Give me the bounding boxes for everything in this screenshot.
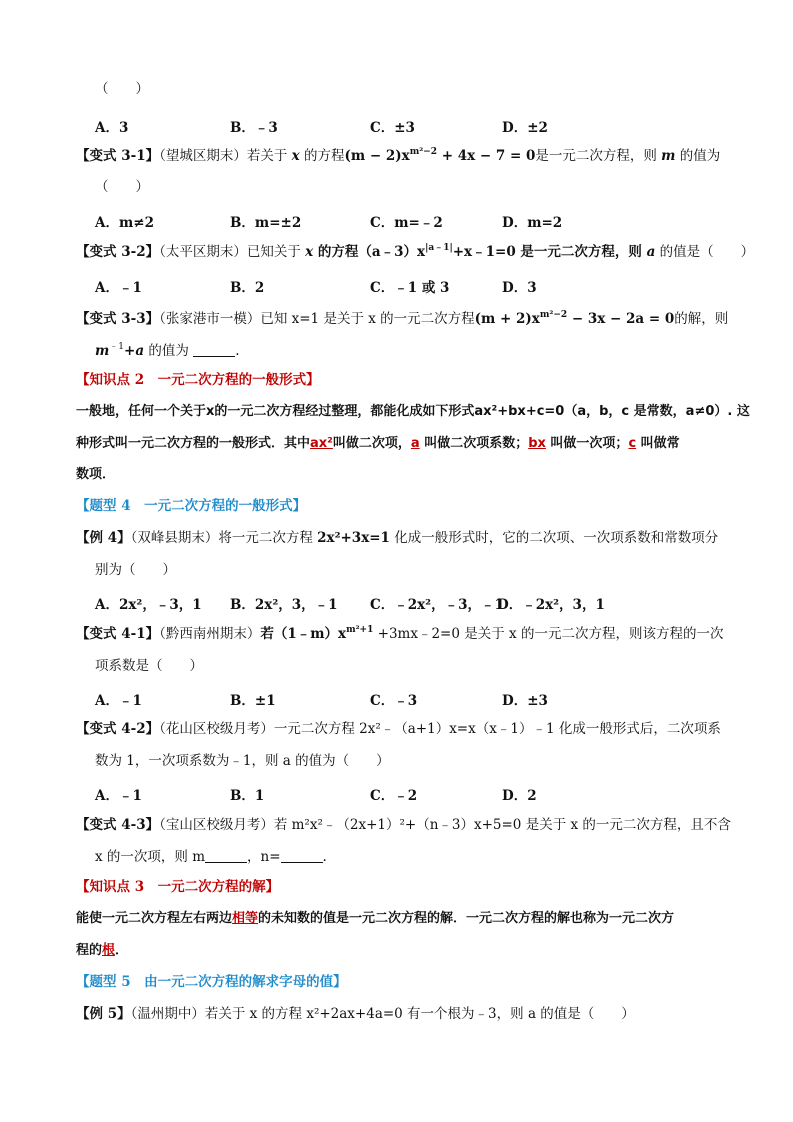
text: 叫做常 xyxy=(636,436,680,451)
variant-4-2-question xyxy=(76,720,733,738)
option-b: B．﹣3 xyxy=(230,120,278,136)
knowledge-point-3-title: 【知识点 3 一元二次方程的解】 xyxy=(76,879,280,895)
option-c: C．﹣1 或 3 xyxy=(370,280,450,296)
equation: 2x²+3x=1 xyxy=(317,530,390,546)
question-paren: （ ） xyxy=(95,81,149,97)
text: 种形式叫一元二次方程的一般形式．其中 xyxy=(76,436,311,451)
exponent: m²+1 xyxy=(346,625,374,635)
answer-blank-m[interactable] xyxy=(205,850,247,863)
variant-3-3-line2 xyxy=(95,342,733,360)
example-5-question xyxy=(76,1005,733,1023)
source: （太平区期末） xyxy=(159,244,247,260)
text: . xyxy=(235,343,240,359)
option-c: C．±3 xyxy=(370,120,415,136)
equation xyxy=(345,148,536,164)
text: 的方程 xyxy=(299,148,345,164)
text: 若 m²x²﹣（2x+1）²+（n﹣3）x+5=0 是关于 x 的一元二次方程，且不含 xyxy=(273,817,731,833)
knowledge-point-2-para-3: 数项． xyxy=(76,467,116,482)
text: 的解，则 xyxy=(674,311,729,327)
option-b: B．±1 xyxy=(230,693,276,709)
text: 将一元二次方程 xyxy=(218,530,318,546)
variant-3-1-question xyxy=(76,147,733,165)
knowledge-point-3-para-1 xyxy=(76,910,733,928)
variant-tag: 【变式 4-2】 xyxy=(76,721,160,737)
highlight-term: 相等 xyxy=(232,911,259,926)
option-b: B．2 xyxy=(230,280,265,296)
option-d: D．m=2 xyxy=(502,215,563,231)
source: （花山区校级月考） xyxy=(159,721,274,737)
knowledge-point-2-title: 【知识点 2 一元二次方程的一般形式】 xyxy=(76,372,320,388)
text: . xyxy=(322,849,327,865)
eq-rest: + 4x − 7 = 0 xyxy=(437,148,536,164)
option-d: D．±3 xyxy=(502,693,548,709)
text: x 的一次项，则 m xyxy=(95,849,205,865)
text: 若关于 xyxy=(246,148,292,164)
text: 已知 x=1 是关于 x 的一元二次方程 xyxy=(260,311,475,327)
text: 若关于 x 的方程 x²+2ax+4a=0 有一个根为﹣3，则 a 的值是（ ） xyxy=(204,1006,635,1022)
text: 的值为 xyxy=(144,343,194,359)
example-tag: 【例 5】 xyxy=(76,1006,131,1022)
option-c: C．﹣2x²，﹣3，﹣1 xyxy=(370,597,504,613)
var: a xyxy=(646,244,656,260)
eq-base: (m − 2)x xyxy=(344,148,410,164)
text: 若（1﹣m）x xyxy=(260,626,347,642)
eq-exponent: m²−2 xyxy=(539,310,568,320)
exponent: |a﹣1| xyxy=(425,243,453,253)
source: （黔西南州期末） xyxy=(159,626,261,642)
text: 已知关于 xyxy=(246,244,306,260)
exponent: ﹣1 xyxy=(109,342,125,352)
option-a: A．﹣1 xyxy=(95,280,142,296)
highlight-term: c xyxy=(628,436,637,451)
source: （张家港市一模） xyxy=(159,311,261,327)
knowledge-point-2-para-1: 一般地，任何一个关于x的一元二次方程经过整理，都能化成如下形式ax²+bx+c=0（a，b，c 是常数，a≠0）. 这 xyxy=(76,404,750,419)
question-paren: （ ） xyxy=(95,179,149,195)
var: m xyxy=(95,343,110,359)
knowledge-point-3-para-2 xyxy=(76,942,733,960)
variant-3-2-question xyxy=(76,243,755,261)
example-4-question xyxy=(76,529,733,547)
text: 叫做一次项； xyxy=(545,436,629,451)
variant-4-1-question xyxy=(76,625,733,643)
text: 是一元二次方程，则 xyxy=(535,148,662,164)
variant-tag: 【变式 3-1】 xyxy=(76,148,160,164)
source: （双峰县期末） xyxy=(130,530,219,546)
example-tag: 【例 4】 xyxy=(76,530,131,546)
equation xyxy=(475,311,675,327)
variant-4-3-line2 xyxy=(95,848,733,866)
source: （宝山区校级月考） xyxy=(159,817,274,833)
text: 化成一般形式时，它的二次项、一次项系数和常数项分 xyxy=(389,530,719,546)
option-d: D．±2 xyxy=(502,120,548,136)
option-b: B．1 xyxy=(230,788,265,804)
option-a: A．3 xyxy=(95,120,129,136)
variant-tag: 【变式 4-3】 xyxy=(76,817,160,833)
option-c: C．m=﹣2 xyxy=(370,215,443,231)
knowledge-point-2-para-2 xyxy=(76,435,733,453)
option-a: A．﹣1 xyxy=(95,693,142,709)
text: 叫做二次项系数； xyxy=(419,436,529,451)
question-type-4-title: 【题型 4 一元二次方程的一般形式】 xyxy=(76,498,307,514)
highlight-term: bx xyxy=(528,436,546,451)
text: 一元二次方程 2x²﹣（a+1）x=x（x﹣1）﹣1 化成一般形式后，二次项系 xyxy=(273,721,721,737)
option-c: C．﹣2 xyxy=(370,788,418,804)
text: 的值为 xyxy=(675,148,721,164)
eq-exponent: m²−2 xyxy=(409,147,437,157)
var: x xyxy=(305,244,314,260)
option-d: D．2 xyxy=(502,788,537,804)
option-b: B．m=±2 xyxy=(230,215,302,231)
text: +x﹣1=0 是一元二次方程，则 xyxy=(452,244,647,260)
eq-base: (m + 2)x xyxy=(474,311,540,327)
answer-blank-n[interactable] xyxy=(281,850,323,863)
text: 的值是（ ） xyxy=(655,244,755,260)
text: 叫做二次项， xyxy=(332,436,411,451)
highlight-term: 根 xyxy=(102,943,116,958)
option-a: A．2x²，﹣3，1 xyxy=(95,597,202,613)
variant-tag: 【变式 3-3】 xyxy=(76,311,160,327)
variant-4-2-line2: 数为 1，一次项系数为﹣1，则 a 的值为（ ） xyxy=(95,753,390,769)
variant-4-3-question xyxy=(76,816,733,834)
text: ． xyxy=(115,943,129,958)
highlight-term: ax² xyxy=(310,436,333,451)
var: x xyxy=(291,148,300,164)
option-c: C．﹣3 xyxy=(370,693,418,709)
option-d: D．3 xyxy=(502,280,537,296)
var: m xyxy=(661,148,676,164)
answer-blank[interactable] xyxy=(193,344,235,357)
text: 的未知数的值是一元二次方程的解．一元二次方程的解也称为一元二次方 xyxy=(258,911,675,926)
variant-tag: 【变式 3-2】 xyxy=(76,244,160,260)
highlight-term: a xyxy=(410,436,420,451)
text: ，n= xyxy=(247,849,281,865)
text: 能使一元二次方程左右两边 xyxy=(76,911,233,926)
source: （温州期中） xyxy=(130,1006,205,1022)
text: 的方程（a﹣3）x xyxy=(313,244,426,260)
text: +3mx﹣2=0 是关于 x 的一元二次方程，则该方程的一次 xyxy=(373,626,724,642)
variant-tag: 【变式 4-1】 xyxy=(76,626,160,642)
variant-3-3-question xyxy=(76,310,733,328)
text: 程的 xyxy=(76,943,103,958)
option-a: A．m≠2 xyxy=(95,215,154,231)
question-type-5-title: 【题型 5 由一元二次方程的解求字母的值】 xyxy=(76,974,347,990)
example-4-line2: 别为（ ） xyxy=(95,562,176,578)
option-b: B．2x²，3，﹣1 xyxy=(230,597,338,613)
source: （望城区期末） xyxy=(159,148,247,164)
option-a: A．﹣1 xyxy=(95,788,142,804)
text: +a xyxy=(124,343,145,359)
eq-rest: − 3x − 2a = 0 xyxy=(567,311,675,327)
option-d: D．﹣2x²，3，1 xyxy=(497,597,605,613)
variant-4-1-line2: 项系数是（ ） xyxy=(95,658,203,674)
